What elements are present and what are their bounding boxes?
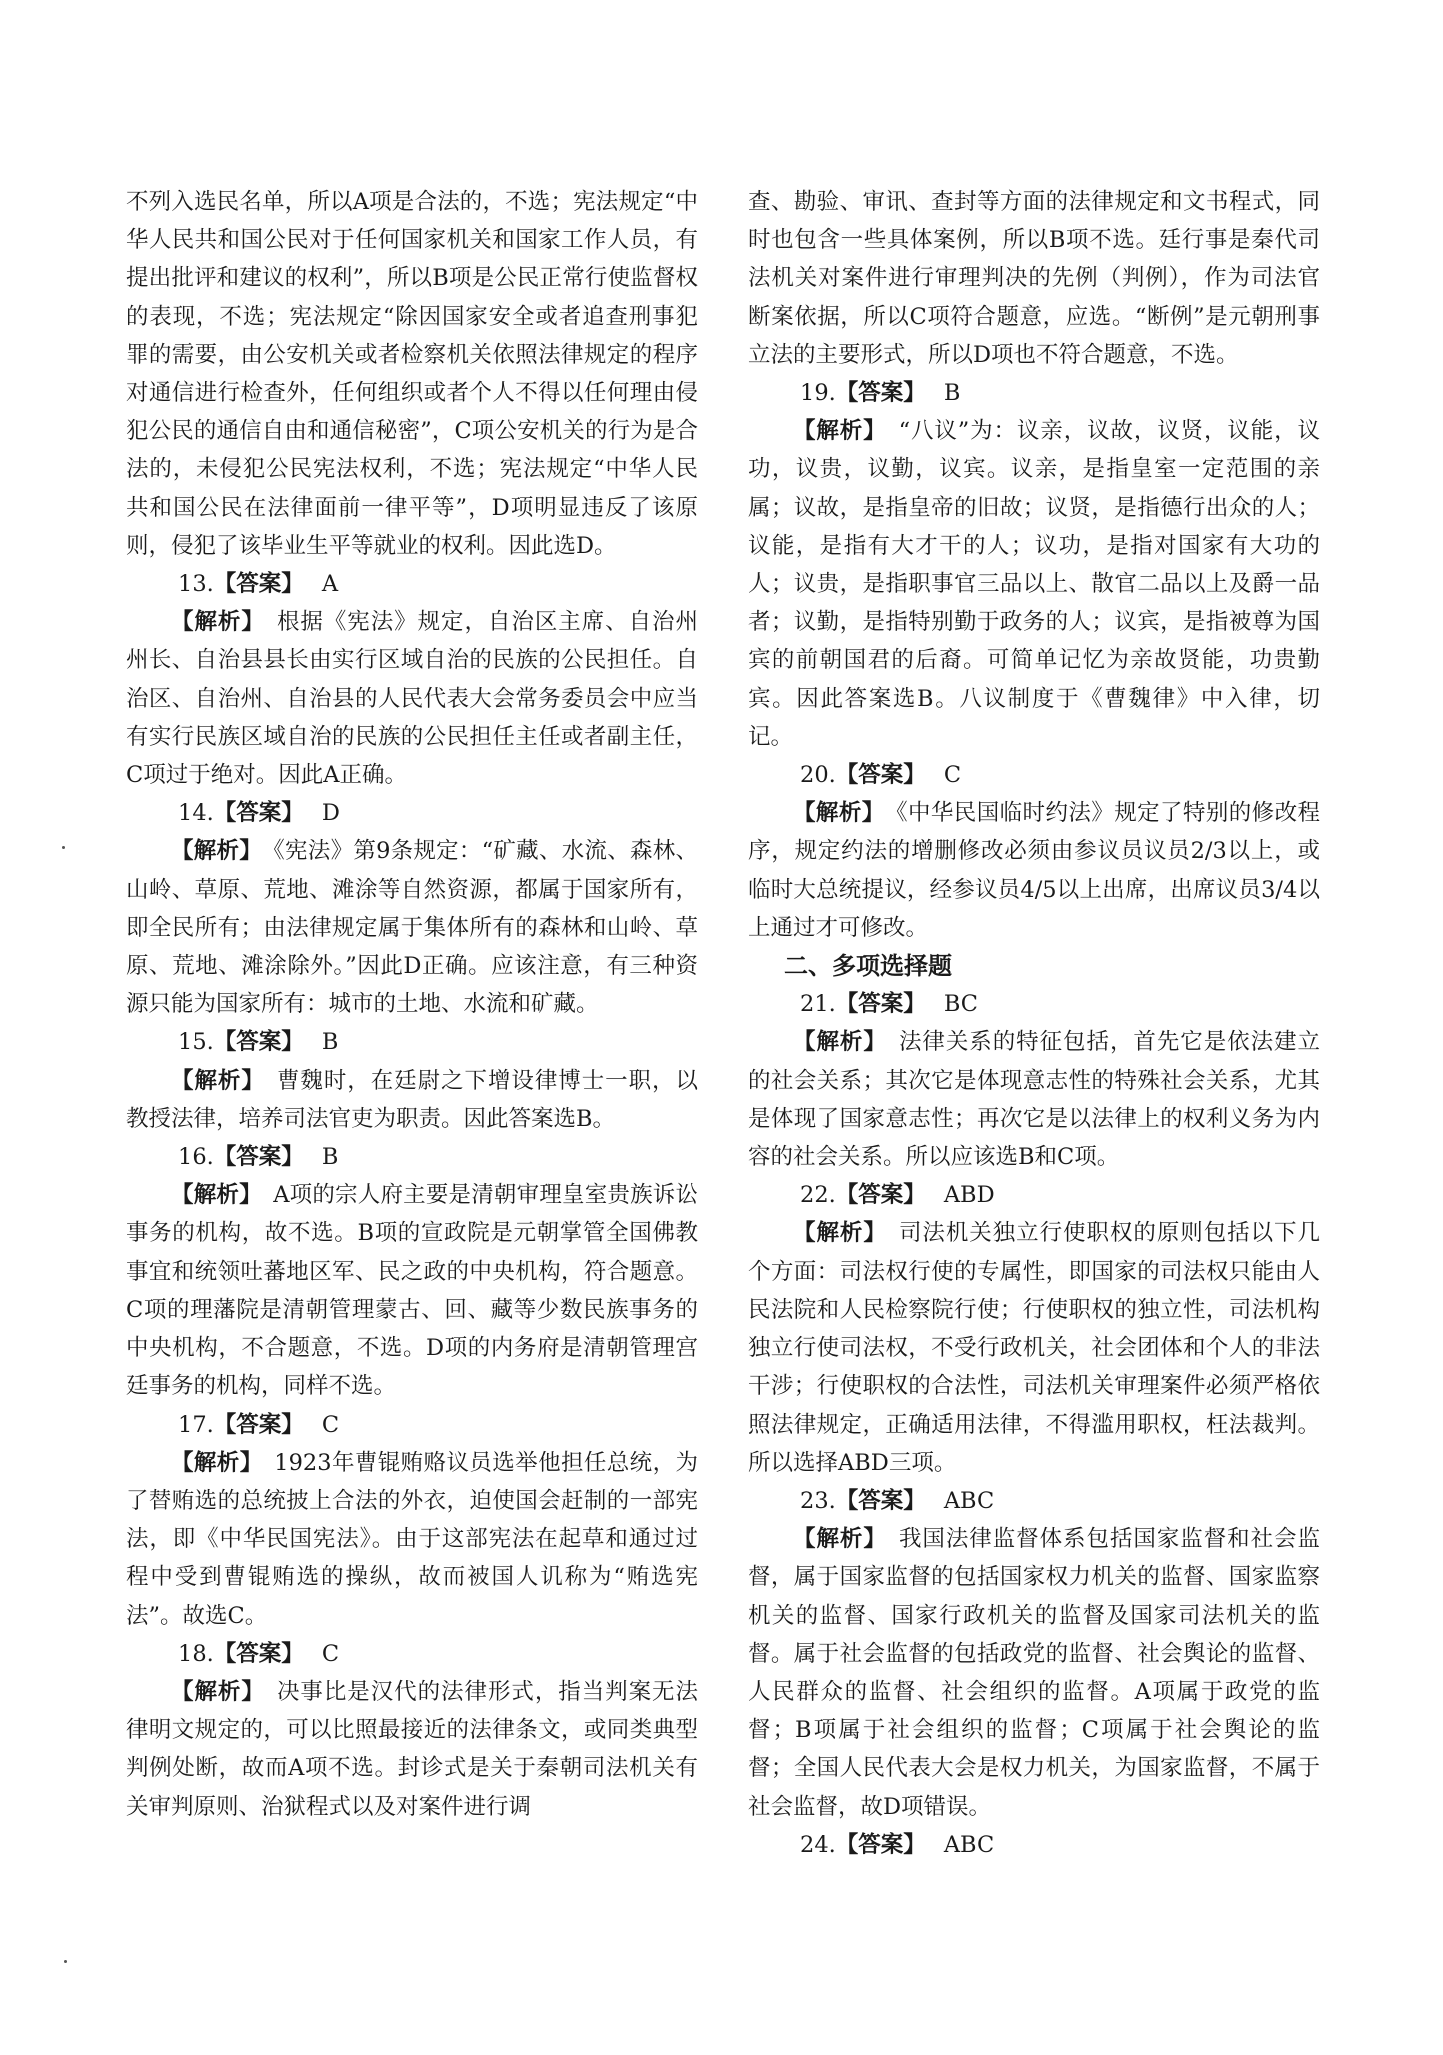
- analysis-17: 【解析】 1923年曹锟贿赂议员选举他担任总统，为了替贿选的总统披上合法的外衣，迫使国会赶制的一部宪法，即《中华民国宪法》。由于这部宪法在起草和通过过程中受到曹锟贿选的操纵，故而被国人讥称为“贿选宪法”。故选C。: [126, 1449, 698, 1629]
- analysis-20: 【解析】 《中华民国临时约法》规定了特别的修改程序，规定约法的增删修改必须由参议员议员2/3以上，或临时大总统提议，经参议员4/5以上出席，出席议员3/4以上通过才可修改。: [748, 800, 1320, 941]
- analysis-13: 【解析】 根据《宪法》规定，自治区主席、自治州州长、自治县县长由实行区域自治的民族的公民担任。自治区、自治州、自治县的人民代表大会常务委员会中应当有实行民族区域自治的民族的公民担任主任或者副主任，C项过于绝对。因此A正确。: [126, 609, 698, 789]
- analysis-14: 【解析】 《宪法》第9条规定：“矿藏、水流、森林、山岭、草原、荒地、滩涂等自然资源，都属于国家所有，即全民所有；由法律规定属于集体所有的森林和山岭、草原、荒地、滩涂除外。”因此D正确。应该注意，有三种资源只能为国家所有：城市的土地、水流和矿藏。: [126, 838, 698, 1018]
- answer-line-20: 20.【答案】 C: [800, 762, 962, 789]
- analysis-18: 【解析】 决事比是汉代的法律形式，指当判案无法律明文规定的，可以比照最接近的法律条文，或同类典型判例处断，故而A项不选。封诊式是关于秦朝司法机关有关审判原则、治狱程式以及对案件进行调: [126, 1678, 698, 1820]
- answer-line-23: 23.【答案】 ABC: [800, 1487, 995, 1514]
- answer-line-17: 17.【答案】 C: [178, 1411, 340, 1438]
- analysis-21: 【解析】 法律关系的特征包括，首先它是依法建立的社会关系；其次它是体现意志性的特殊社会关系，尤其是体现了国家意志性；再次它是以法律上的权利义务为内容的社会关系。所以应该选B和C项。: [748, 1029, 1320, 1171]
- answer-line-21: 21.【答案】 BC: [800, 991, 978, 1018]
- answer-line-13: 13.【答案】 A: [178, 571, 339, 598]
- answer-line-14: 14.【答案】 D: [178, 800, 340, 827]
- answer-line-24: 24.【答案】 ABC: [800, 1831, 995, 1858]
- analysis-23: 【解析】 我国法律监督体系包括国家监督和社会监督，属于国家监督的包括国家权力机关的监督、国家监察机关的监督、国家行政机关的监督及国家司法机关的监督。属于社会监督的包括政党的监督、社会舆论的监督、人民群众的监督、社会组织的监督。A项属于政党的监督；B项属于社会组织的监督；C项属于社会舆论的监督；全国人民代表大会是权力机关，为国家监督，不属于社会监督，故D项错误。: [748, 1526, 1320, 1820]
- right-column: [748, 183, 1320, 1864]
- analysis-19: 【解析】 “八议”为：议亲，议故，议贤，议能，议功，议贵，议勤，议宾。议亲，是指皇室一定范围的亲属；议故，是指皇帝的旧故；议贤，是指德行出众的人；议能，是指有大才干的人；议功，是指对国家有大功的人；议贵，是指职事官三品以上、散官二品以上及爵一品者；议勤，是指特别勤于政务的人；议宾，是指被尊为国宾的前朝国君的后裔。可简单记忆为亲故贤能，功贵勤宾。因此答案选B。八议制度于《曹魏律》中入律，切记。: [748, 418, 1320, 750]
- answer-line-18: 18.【答案】 C: [178, 1640, 340, 1667]
- answer-line-15: 15.【答案】 B: [178, 1029, 339, 1056]
- left-carry-paragraph: 不列入选民名单，所以A项是合法的，不选；宪法规定“中华人民共和国公民对于任何国家机关和国家工作人员，有提出批评和建议的权利”，所以B项是公民正常行使监督权的表现，不选；宪法规定“除因国家安全或者追查刑事犯罪的需要，由公安机关或者检察机关依照法律规定的程序对通信进行检查外，任何组织或者个人不得以任何理由侵犯公民的通信自由和通信秘密”，C项公安机关的行为是合法的，未侵犯公民宪法权利，不选；宪法规定“中华人民共和国公民在法律面前一律平等”，D项明显违反了该原则，侵犯了该毕业生平等就业的权利。因此选D。: [126, 189, 698, 559]
- analysis-22: 【解析】 司法机关独立行使职权的原则包括以下几个方面：司法权行使的专属性，即国家的司法权只能由人民法院和人民检察院行使；行使职权的独立性，司法机构独立行使司法权，不受行政机关，社会团体和个人的非法干涉；行使职权的合法性，司法机关审理案件必须严格依照法律规定，正确适用法律，不得滥用职权，枉法裁判。所以选择ABD三项。: [748, 1220, 1320, 1476]
- left-column: [126, 183, 698, 1826]
- section-heading: 二、多项选择题: [784, 952, 952, 981]
- analysis-16: 【解析】 A项的宗人府主要是清朝审理皇室贵族诉讼事务的机构，故不选。B项的宣政院是元朝掌管全国佛教事宜和统领吐蕃地区军、民之政的中央机构，符合题意。C项的理藩院是清朝管理蒙古、回、藏等少数民族事务的中央机构，不合题意，不选。D项的内务府是清朝管理宫廷事务的机构，同样不选。: [126, 1182, 698, 1400]
- right-carry-paragraph: 查、勘验、审讯、查封等方面的法律规定和文书程式，同时也包含一些具体案例，所以B项不选。廷行事是秦代司法机关对案件进行审理判决的先例（判例），作为司法官断案依据，所以C项符合题意，应选。“断例”是元朝刑事立法的主要形式，所以D项也不符合题意，不选。: [748, 189, 1320, 368]
- answer-line-19: 19.【答案】 B: [800, 380, 961, 407]
- analysis-15: 【解析】 曹魏时，在廷尉之下增设律博士一职，以教授法律，培养司法官吏为职责。因此答案选B。: [126, 1067, 698, 1132]
- answer-line-22: 22.【答案】 ABD: [800, 1182, 995, 1209]
- scan-speck: [64, 1960, 67, 1963]
- scan-speck: [62, 846, 65, 849]
- answer-line-16: 16.【答案】 B: [178, 1144, 339, 1171]
